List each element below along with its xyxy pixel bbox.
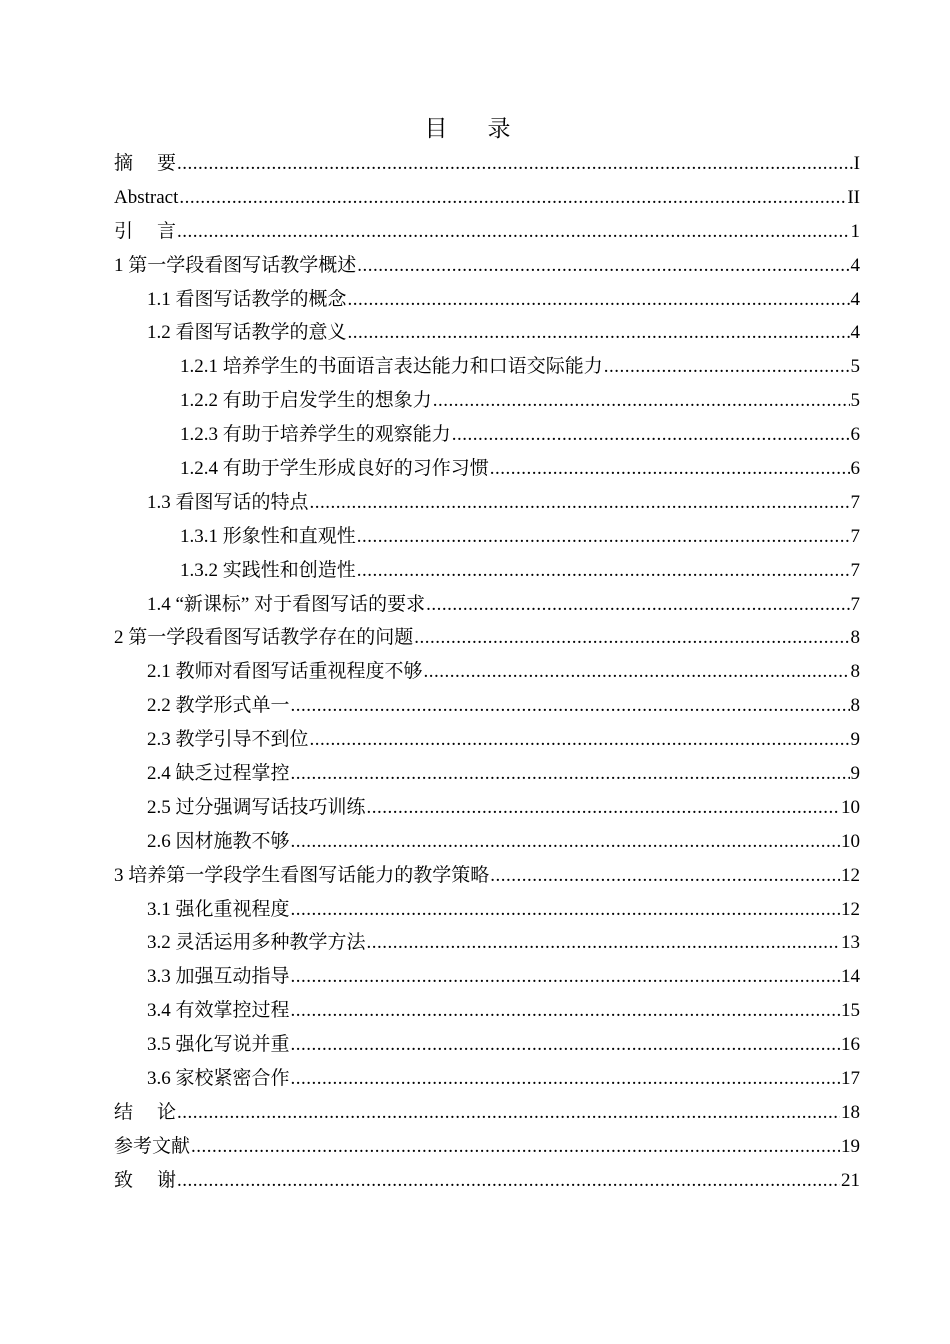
toc-title: 目录 (424, 116, 551, 142)
toc-entry[interactable] (114, 757, 860, 791)
toc-entry-page-number: 21 (841, 1169, 860, 1191)
toc-dot-leader (310, 723, 850, 757)
toc-dot-leader (177, 215, 849, 249)
toc-entry-label: 3.3 加强互动指导 (147, 966, 290, 988)
toc-dot-leader (291, 825, 840, 859)
toc-entry[interactable] (114, 1096, 860, 1130)
toc-dot-leader (424, 655, 850, 689)
toc-entry[interactable] (114, 926, 860, 960)
table-of-contents (114, 147, 860, 1198)
toc-entry[interactable] (114, 520, 860, 554)
toc-dot-leader (291, 1028, 840, 1062)
toc-entry-page-number: 13 (841, 932, 860, 954)
toc-entry-label: 1.2.2 有助于启发学生的想象力 (180, 390, 432, 412)
toc-entry[interactable] (114, 486, 860, 520)
toc-entry[interactable] (114, 791, 860, 825)
toc-entry-label: 1.2.1 培养学生的书面语言表达能力和口语交际能力 (180, 356, 603, 378)
toc-entry-page-number: 12 (841, 864, 860, 886)
toc-entry[interactable] (114, 960, 860, 994)
toc-dot-leader (490, 859, 840, 893)
toc-entry[interactable] (114, 554, 860, 588)
toc-entry-label: 2.5 过分强调写话技巧训练 (147, 796, 366, 818)
toc-entry[interactable] (114, 655, 860, 689)
toc-entry-page-number: II (847, 186, 860, 208)
toc-dot-leader (452, 418, 850, 452)
toc-dot-leader (291, 893, 840, 927)
toc-entry-page-number: 17 (841, 1068, 860, 1090)
toc-entry-label: 2.3 教学引导不到位 (147, 729, 309, 751)
toc-entry-label: 1.3.2 实践性和创造性 (180, 559, 356, 581)
toc-entry-label: 1.2.3 有助于培养学生的观察能力 (180, 424, 451, 446)
toc-entry-label: 3.1 强化重视程度 (147, 898, 290, 920)
toc-entry[interactable] (114, 1130, 860, 1164)
toc-dot-leader (177, 147, 853, 181)
toc-entry[interactable] (114, 215, 860, 249)
toc-entry-label: 参考文献 (114, 1135, 191, 1157)
toc-entry-page-number: 4 (850, 322, 860, 344)
toc-entry-label: Abstract (114, 186, 179, 208)
toc-entry-page-number: 9 (850, 729, 860, 751)
toc-entry-label: 1.3.1 形象性和直观性 (180, 525, 356, 547)
toc-entry-label: 引言 (114, 220, 177, 242)
toc-entry[interactable] (114, 384, 860, 418)
toc-entry-page-number: 6 (850, 458, 860, 480)
toc-dot-leader (490, 452, 850, 486)
toc-entry-page-number: 18 (841, 1101, 860, 1123)
toc-entry-page-number: 4 (850, 288, 860, 310)
toc-entry-page-number: 8 (850, 627, 860, 649)
toc-entry-label: 3.5 强化写说并重 (147, 1034, 290, 1056)
toc-dot-leader (348, 316, 850, 350)
toc-dot-leader (604, 350, 850, 384)
toc-entry-page-number: 7 (850, 559, 860, 581)
toc-entry-label: 1.3 看图写话的特点 (147, 491, 309, 513)
toc-entry[interactable] (114, 418, 860, 452)
toc-entry[interactable] (114, 147, 860, 181)
toc-entry[interactable] (114, 1062, 860, 1096)
toc-entry-page-number: 7 (850, 525, 860, 547)
toc-dot-leader (177, 1096, 840, 1130)
toc-entry[interactable] (114, 723, 860, 757)
toc-dot-leader (414, 621, 849, 655)
toc-entry-page-number: 6 (850, 424, 860, 446)
toc-entry-label: 3.2 灵活运用多种教学方法 (147, 932, 366, 954)
toc-entry-page-number: 14 (841, 966, 860, 988)
toc-dot-leader (191, 1130, 840, 1164)
toc-entry-page-number: 10 (841, 796, 860, 818)
toc-entry-page-number: 1 (850, 220, 860, 242)
toc-entry-label: 致谢 (114, 1169, 177, 1191)
toc-dot-leader (426, 588, 849, 622)
toc-entry[interactable] (114, 316, 860, 350)
toc-dot-leader (177, 1164, 840, 1198)
toc-entry-page-number: 10 (841, 830, 860, 852)
toc-entry-label: 2.4 缺乏过程掌控 (147, 763, 290, 785)
toc-entry-label: 1.4 “新课标” 对于看图写话的要求 (147, 593, 426, 615)
toc-entry[interactable] (114, 689, 860, 723)
toc-entry-page-number: 7 (850, 593, 860, 615)
toc-entry-page-number: 5 (850, 390, 860, 412)
toc-entry-label: 结论 (114, 1101, 177, 1123)
toc-entry[interactable] (114, 283, 860, 317)
toc-entry[interactable] (114, 249, 860, 283)
toc-dot-leader (291, 689, 850, 723)
toc-dot-leader (291, 960, 840, 994)
toc-dot-leader (348, 283, 850, 317)
toc-dot-leader (367, 926, 840, 960)
toc-dot-leader (357, 249, 849, 283)
toc-dot-leader (291, 1062, 840, 1096)
toc-entry[interactable] (114, 350, 860, 384)
toc-entry-label: 3 培养第一学段学生看图写话能力的教学策略 (114, 864, 490, 886)
toc-entry-label: 1.1 看图写话教学的概念 (147, 288, 347, 310)
toc-dot-leader (291, 994, 840, 1028)
toc-entry-page-number: 7 (850, 491, 860, 513)
toc-dot-leader (367, 791, 840, 825)
toc-entry-page-number: 9 (850, 763, 860, 785)
toc-entry-label: 3.4 有效掌控过程 (147, 1000, 290, 1022)
toc-entry[interactable] (114, 1164, 860, 1198)
toc-entry-page-number: 5 (850, 356, 860, 378)
toc-dot-leader (357, 554, 850, 588)
toc-entry-label: 2.2 教学形式单一 (147, 695, 290, 717)
toc-entry-label: 1.2.4 有助于学生形成良好的习作习惯 (180, 458, 489, 480)
toc-entry-label: 2.6 因材施教不够 (147, 830, 290, 852)
toc-entry-page-number: 8 (850, 695, 860, 717)
toc-entry-page-number: 8 (850, 661, 860, 683)
toc-entry-label: 3.6 家校紧密合作 (147, 1068, 290, 1090)
toc-entry[interactable] (114, 621, 860, 655)
toc-entry-page-number: 16 (841, 1034, 860, 1056)
toc-dot-leader (357, 520, 850, 554)
toc-entry[interactable] (114, 1028, 860, 1062)
toc-entry[interactable] (114, 588, 860, 622)
toc-entry-label: 2.1 教师对看图写话重视程度不够 (147, 661, 423, 683)
toc-entry[interactable] (114, 859, 860, 893)
toc-entry-page-number: 15 (841, 1000, 860, 1022)
toc-entry-label: 2 第一学段看图写话教学存在的问题 (114, 627, 414, 649)
toc-entry-page-number: 19 (841, 1135, 860, 1157)
toc-entry-label: 摘要 (114, 153, 177, 174)
toc-entry[interactable] (114, 825, 860, 859)
toc-entry[interactable] (114, 994, 860, 1028)
toc-entry-label: 1.2 看图写话教学的意义 (147, 322, 347, 344)
toc-dot-leader (291, 757, 850, 791)
toc-dot-leader (433, 384, 850, 418)
toc-dot-leader (310, 486, 850, 520)
toc-entry-page-number: 12 (841, 898, 860, 920)
toc-entry[interactable] (114, 893, 860, 927)
toc-entry-page-number: I (853, 153, 860, 174)
toc-entry-page-number: 4 (850, 254, 860, 276)
toc-entry[interactable] (114, 452, 860, 486)
toc-entry[interactable] (114, 181, 860, 215)
toc-entry-label: 1 第一学段看图写话教学概述 (114, 254, 357, 276)
toc-dot-leader (179, 181, 846, 215)
